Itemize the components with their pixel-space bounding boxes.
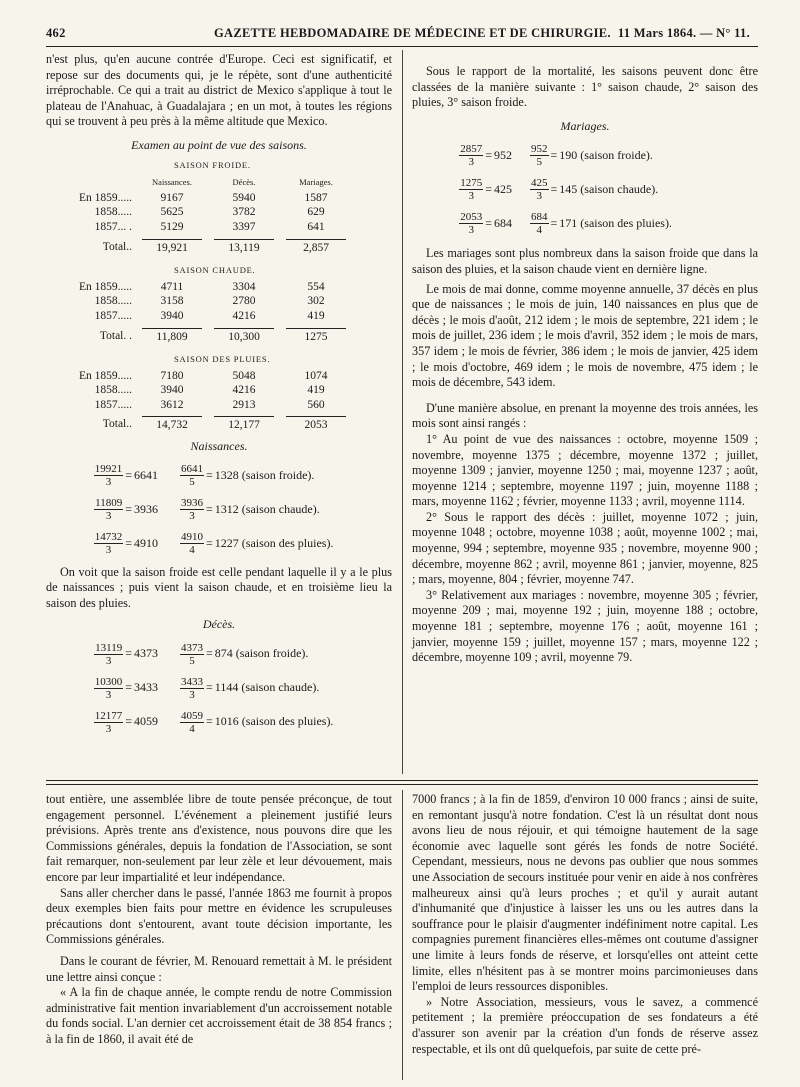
fraction-row: $\frac{13119}{3}$ = 4373 $\frac{4373}{5}$ = 874 (saison froide). bbox=[95, 641, 309, 667]
journal-title: GAZETTE HEBDOMADAIRE DE MÉDECINE ET DE CHIRURGIE. bbox=[214, 26, 611, 40]
births-caption: Naissances. bbox=[190, 439, 248, 454]
mortality-ranking: Sous le rapport de la mortalité, les saisons peuvent donc être classées de la manière suivante : 1° saison chaude, 2° saison des pluies, 3° saison froide. bbox=[412, 64, 758, 110]
fraction-row: $\frac{1275}{3}$ = 425 $\frac{425}{3}$ = 145 (saison chaude). bbox=[460, 176, 659, 202]
column-divider-top bbox=[402, 50, 403, 774]
total-row: Total. . 11,809 10,300 1275 bbox=[46, 324, 352, 345]
table-row: En 1859..... 4711 3304 554 bbox=[78, 280, 325, 293]
table-row: 1858..... 5625 3782 629 bbox=[94, 206, 325, 219]
association-paragraph: » Notre Association, messieurs, vous le savez, a commencé petitement ; la première préoccupation de ses fondateurs a été d'assurer son avenir par la création d'un fonds de réserve assez respectable, et ils ont dû quelquefois, par suite de cette pré- bbox=[412, 994, 758, 1056]
monthly-balance-paragraph: Le mois de mai donne, comme moyenne annuelle, 37 décès en plus que de naissances ; le mois de juin, 140 naissances en plus que de décès ; le mois d'août, 212 idem ; le mois de septembre, 221 idem ; le mois de juillet, 236 idem ; le mois d'avril, 352 idem ; le mois de mars, 357 idem ; le mois de février, 386 idem ; le mois de janvier, 425 idem ; le mois d'octobre, 469 idem ; le mois de novembre, 475 idem ; le mois de décembre, 543 idem. bbox=[412, 281, 758, 390]
issue-date: 11 Mars 1864. — N° 11. bbox=[617, 26, 750, 40]
examples-paragraph: Sans aller chercher dans le passé, l'année 1863 me fournit à propos deux exemples bien faits pour mettre en évidence les scrupuleuses précautions dont s'entourent, avant toute décision importante, les Commissions générales. bbox=[46, 885, 392, 947]
article-separator-top bbox=[46, 780, 758, 781]
column-header-row bbox=[46, 174, 352, 191]
total-row: Total.. 14,732 12,177 2053 bbox=[46, 412, 352, 433]
fraction-row: $\frac{10300}{3}$ = 3433 $\frac{3433}{3}$ = 1144 (saison chaude). bbox=[94, 675, 320, 701]
letter-quote-start: « A la fin de chaque année, le compte rendu de notre Commission administrative fait mention invariablement d'un accroissement notable du fonds social. L'an dernier cet accroissement était de 38 854 francs ; à la fin de 1860, il avait été de bbox=[46, 985, 392, 1046]
total-row: Total.. 19,921 13,119 2,857 bbox=[46, 235, 352, 256]
header-rule bbox=[46, 46, 758, 47]
deaths-caption: Décès. bbox=[202, 617, 236, 632]
table-row: 1857..... 3612 2913 560 bbox=[94, 398, 325, 411]
intro-paragraph: n'est plus, qu'en aucune contrée d'Europe. Ceci est significatif, et repose sur des documents qui, je le répète, sont d'une authenticité irréprochable. Ce qui a trait au district de Mexico s'applique à tout le plateau de l'Anahuac, à Guadalajara ; en un mot, à toutes les régions qui se trouvent à peu près à la même altitude que Mexico. bbox=[46, 52, 392, 129]
monthly-ranking-intro: D'une manière absolue, en prenant la moyenne des trois années, les mois sont ainsi rangés : bbox=[412, 400, 758, 431]
column-divider-bottom bbox=[402, 790, 403, 1080]
running-header bbox=[46, 22, 758, 44]
births-by-month: 1° Au point de vue des naissances : octobre, moyenne 1509 ; novembre, moyenne 1375 ; décembre, moyenne 1372 ; juillet, moyenne 1309 ; janvier, moyenne 1250 ; mai, moyenne 1237 ; août, moyenne 1214 ; septembre, moyenne 1197 ; juin, moyenne 1188 ; mars, moyenne 1162 ; février, moyenne 1133 ; avril, moyenne 1114. bbox=[412, 431, 758, 509]
table-row: En 1859..... 9167 5940 1587 bbox=[78, 191, 328, 204]
births-commentary: On voit que la saison froide est celle pendant laquelle il y a le plus de naissances ; puis vient la saison chaude, et en troisième lieu la saison des pluies. bbox=[46, 564, 392, 610]
fraction-row: $\frac{2857}{3}$ = 952 $\frac{952}{5}$ = 190 (saison froide). bbox=[460, 142, 653, 168]
season-title: SAISON FROIDE. bbox=[174, 159, 251, 170]
fraction-row: $\frac{11809}{3}$ = 3936 $\frac{3936}{3}$ = 1312 (saison chaude). bbox=[95, 497, 320, 523]
commissions-paragraph: tout entière, une assemblée libre de toute pensée préconçue, de tout engagement personnel. L'événement a pleinement justifié leurs prévisions. Après trente ans d'existence, nous pouvons dire que les Commissions générales, depuis la fondation de l'Association, se sont fait remarquer, non-seulement par leur zèle et leur dévouement, mais encore par leur impartialité et leur indépendance. bbox=[46, 792, 392, 884]
table-row: 1858..... 3158 2780 302 bbox=[94, 295, 325, 308]
season-table-rainy bbox=[46, 369, 352, 433]
renouard-letter-intro: Dans le courant de février, M. Renouard remettait à M. le président une lettre ainsi conçue : bbox=[46, 953, 392, 984]
bottom-left-column bbox=[46, 792, 392, 1048]
marriages-caption: Mariages. bbox=[560, 118, 610, 133]
season-table-cold bbox=[46, 174, 352, 255]
deaths-fractions bbox=[46, 637, 392, 739]
right-column bbox=[412, 64, 758, 666]
seasons-table bbox=[46, 158, 392, 434]
letter-continuation: 7000 francs ; à la fin de 1859, d'environ 10 000 francs ; ainsi de suite, en remontant jusqu'à notre fondation. C'est là un résultat dont nous avons lieu de nous réjouir, et qui témoigne hautement de la sage économie avec laquelle sont gérés les fonds de notre Société. Cependant, messieurs, nous ne devons pas oublier que nous sommes une Association de secours instituée pour venir en aide à nos confrères malheureux ainsi qu'à leurs proches ; et qu'il y aurait autant d'inhumanité que d'injustice à laisser les uns ou les autres dans la souffrance pour le plaisir d'augmenter indéfiniment notre capital. Les compagnies purement financières elles-mêmes ont coutume d'assigner une limite à leurs fonds de réserve, et lorsqu'elles ont atteint cette limite, elles n'hésitent pas à se montrer moins parcimonieuses dans l'emploi de leurs ressources disponibles. bbox=[412, 792, 758, 994]
table-row: En 1859..... 7180 5048 1074 bbox=[78, 369, 328, 382]
marriages-commentary: Les mariages sont plus nombreux dans la saison froide que dans la saison des pluies, et la saison chaude vient en dernière ligne. bbox=[412, 246, 758, 276]
season-table-hot bbox=[46, 280, 352, 344]
left-column bbox=[46, 52, 392, 739]
fraction-row: $\frac{14732}{3}$ = 4910 $\frac{4910}{4}$ = 1227 (saison des pluies). bbox=[94, 531, 334, 557]
bottom-right-column bbox=[412, 792, 758, 1057]
header-births: Naissances. bbox=[152, 177, 192, 188]
table-row: 1857..... 3940 4216 419 bbox=[94, 309, 325, 322]
table-row: 1857... . 5129 3397 641 bbox=[94, 220, 325, 233]
season-title: SAISON CHAUDE. bbox=[174, 265, 256, 276]
season-title: SAISON DES PLUIES. bbox=[174, 354, 271, 365]
fraction-row: $\frac{2053}{3}$ = 684 $\frac{684}{4}$ = 171 (saison des pluies). bbox=[460, 210, 672, 236]
header-marriages: Mariages. bbox=[299, 177, 333, 188]
fraction-row: $\frac{12177}{3}$ = 4059 $\frac{4059}{4}$ = 1016 (saison des pluies). bbox=[94, 709, 334, 735]
header-deaths: Décès. bbox=[232, 177, 256, 188]
marriages-by-month: 3° Relativement aux mariages : novembre, moyenne 305 ; février, moyenne 209 ; mai, moyenne 192 ; juin, moyenne 188 ; octobre, moyenne 181 ; septembre, moyenne 176 ; août, moyenne 161 ; janvier, moyenne 159 ; juillet, moyenne 157 ; mars, moyenne 122 ; décembre, moyenne 109 ; avril, moyenne 79. bbox=[412, 587, 758, 665]
births-fractions bbox=[46, 459, 392, 561]
page-number: 462 bbox=[46, 26, 66, 40]
article-separator-bottom bbox=[46, 784, 758, 785]
seasons-table-caption: Examen au point de vue des saisons. bbox=[131, 137, 307, 152]
table-row: 1858..... 3940 4216 419 bbox=[94, 384, 325, 397]
marriages-fractions bbox=[412, 138, 758, 240]
deaths-by-month: 2° Sous le rapport des décès : juillet, moyenne 1072 ; juin, moyenne 1048 ; octobre, moyenne 1038 ; août, moyenne 1002 ; mai, moyenne, 994 ; septembre, moyenne 935 ; novembre, moyenne 900 ; décembre, moyenne 862 ; avril, moyenne 861 ; janvier, moyenne, 825 ; mars, moyenne, 804 ; février, moyenne 747. bbox=[412, 509, 758, 587]
fraction-row: $\frac{19921}{3}$ = 6641 $\frac{6641}{5}$ = 1328 (saison froide). bbox=[94, 463, 315, 489]
